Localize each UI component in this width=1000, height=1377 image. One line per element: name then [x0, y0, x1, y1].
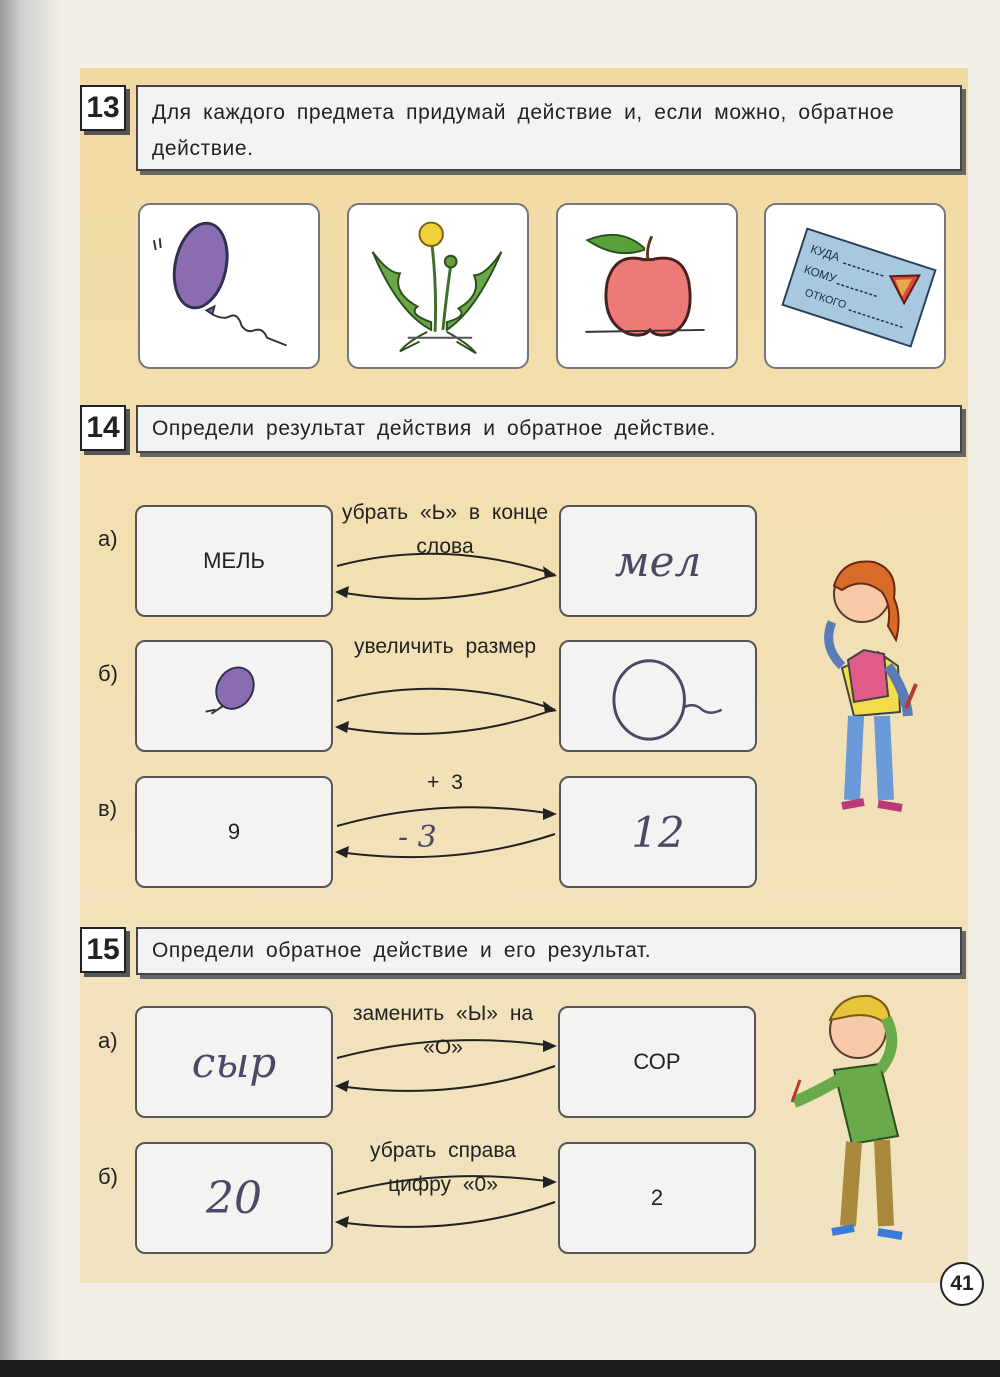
handwritten-answer: 20 — [206, 1172, 262, 1224]
action-label: заменить «Ы» на «О» — [352, 1002, 534, 1059]
start-word-card: МЕЛЬ — [135, 505, 333, 617]
action-arrows — [333, 1146, 563, 1256]
girl-illustration — [802, 556, 932, 826]
apple-image — [556, 203, 738, 369]
row-label: в) — [98, 796, 118, 821]
small-balloon-icon — [137, 640, 331, 752]
result-word-card: СОР — [558, 1006, 756, 1118]
row-label: б) — [98, 661, 118, 686]
workbook-panel — [80, 68, 968, 1283]
action-label: + 3 — [427, 771, 463, 794]
answer-card[interactable] — [559, 776, 757, 888]
task-number: 15 — [80, 927, 126, 973]
answer-card[interactable] — [559, 640, 757, 752]
start-number-card: 9 — [135, 776, 333, 888]
bottom-bar — [0, 1360, 1000, 1377]
action-arrows — [333, 508, 563, 618]
action-label: увеличить размер — [354, 635, 536, 658]
envelope-to-where: КУДА — [809, 242, 842, 265]
action-arrows — [333, 778, 563, 888]
task-text: Для каждого предмета придумай действие и, если можно, обратное действие. — [136, 85, 962, 171]
page-number: 41 — [940, 1262, 984, 1306]
action-arrows — [333, 1010, 563, 1120]
row-label: б) — [98, 1164, 118, 1189]
balloon-image — [138, 203, 320, 369]
action-label: убрать «Ь» в конце слова — [341, 501, 549, 558]
answer-card[interactable] — [135, 1006, 333, 1118]
envelope-to-whom: КОМУ — [802, 263, 838, 286]
action-label: убрать справа цифру «0» — [370, 1139, 516, 1196]
handwritten-inverse: - 3 — [398, 820, 437, 855]
drawn-big-balloon — [561, 640, 755, 752]
row-label: а) — [98, 1028, 118, 1053]
task-number: 14 — [80, 405, 126, 451]
row-label: а) — [98, 526, 118, 551]
dandelion-image — [347, 203, 529, 369]
page-edge — [0, 0, 60, 1377]
result-number-card: 2 — [558, 1142, 756, 1254]
task-text: Определи обратное действие и его результат. — [136, 927, 962, 975]
action-arrows — [333, 643, 563, 753]
handwritten-answer: мел — [614, 536, 702, 586]
envelope-from-whom: ОТКОГО — [803, 286, 848, 312]
answer-card[interactable] — [135, 1142, 333, 1254]
handwritten-answer: сыр — [191, 1037, 277, 1087]
handwritten-answer: 12 — [631, 807, 685, 857]
envelope-image — [764, 203, 946, 369]
task-text: Определи результат действия и обратное действие. — [136, 405, 962, 453]
boy-illustration — [770, 986, 920, 1256]
task-number: 13 — [80, 85, 126, 131]
small-balloon-card — [135, 640, 333, 752]
answer-card[interactable] — [559, 505, 757, 617]
